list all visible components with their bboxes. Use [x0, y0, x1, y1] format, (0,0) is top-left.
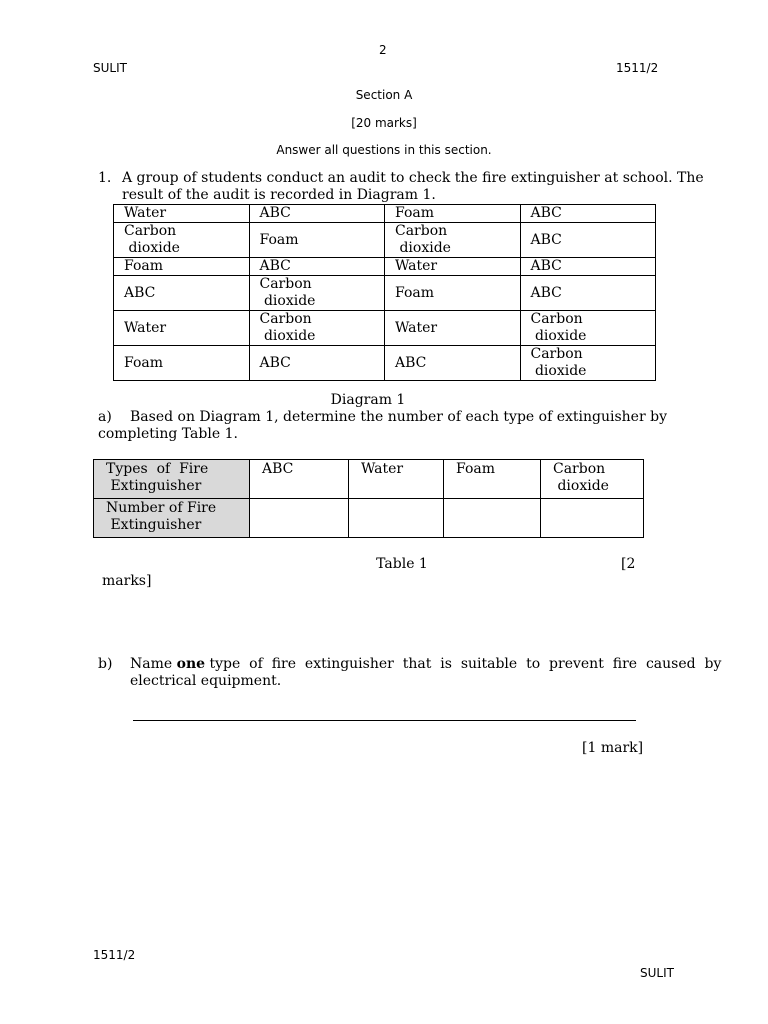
diagram-cell: ABC — [520, 205, 656, 223]
part-b-bold-word: one — [176, 656, 206, 672]
diagram-caption: Diagram 1 — [330, 392, 406, 408]
diagram-cell: Water — [114, 311, 250, 346]
diagram-row — [114, 276, 656, 311]
page-number: 2 — [379, 43, 387, 57]
diagram-cell: Foam — [114, 258, 250, 276]
answer-cell-water[interactable] — [349, 499, 444, 538]
answer-cell-abc[interactable] — [250, 499, 349, 538]
section-instruction: Answer all questions in this section. — [276, 143, 492, 157]
part-b-marks: [1 mark] — [582, 740, 644, 756]
diagram-cell: Carbon dioxide — [114, 223, 250, 258]
diagram-cell: Water — [385, 258, 521, 276]
question-text-line2: result of the audit is recorded in Diagram 1. — [122, 187, 436, 203]
diagram-cell: Carbon dioxide — [520, 311, 656, 346]
diagram-cell: ABC — [520, 276, 656, 311]
diagram-cell: Water — [114, 205, 250, 223]
diagram-cell: Carbon dioxide — [249, 311, 385, 346]
part-b-label: b) — [98, 656, 113, 672]
table-1-number-row — [94, 499, 644, 538]
diagram-row — [114, 223, 656, 258]
part-b-text-after: type of fire extinguisher that is suitable to prevent fire caused by — [205, 656, 722, 672]
section-title: Section A — [355, 88, 413, 102]
diagram-cell: Foam — [385, 276, 521, 311]
part-a-label: a) — [98, 409, 112, 425]
part-b-text-line2: electrical equipment. — [130, 673, 282, 689]
part-a-marks-close: marks] — [102, 573, 152, 589]
answer-line[interactable] — [133, 720, 636, 721]
part-a-marks-open: [2 — [621, 556, 636, 572]
part-a-text-line2: completing Table 1. — [98, 426, 238, 442]
diagram-cell: ABC — [249, 346, 385, 381]
diagram-cell: ABC — [520, 223, 656, 258]
footer-right-classification: SULIT — [640, 966, 674, 980]
diagram-cell: Carbon dioxide — [520, 346, 656, 381]
diagram-cell: Foam — [249, 223, 385, 258]
question-number: 1. — [98, 170, 112, 186]
answer-cell-foam[interactable] — [444, 499, 541, 538]
column-carbon-dioxide: Carbon dioxide — [541, 460, 644, 499]
part-a-text-line1: Based on Diagram 1, determine the number of each type of extinguisher by — [130, 409, 667, 425]
footer-left-code: 1511/2 — [93, 948, 136, 962]
diagram-cell: ABC — [520, 258, 656, 276]
diagram-cell: Carbon dioxide — [385, 223, 521, 258]
question-text-line1: A group of students conduct an audit to check the fire extinguisher at school. The — [122, 170, 704, 186]
diagram-1-table — [113, 204, 656, 381]
part-b-text-line1 — [130, 656, 721, 672]
diagram-cell: Water — [385, 311, 521, 346]
diagram-cell: ABC — [385, 346, 521, 381]
column-water: Water — [349, 460, 444, 499]
table-1 — [93, 459, 644, 538]
number-header-cell: Number of Fire Extinguisher — [94, 499, 250, 538]
diagram-cell: ABC — [249, 258, 385, 276]
column-abc: ABC — [250, 460, 349, 499]
diagram-cell: Carbon dioxide — [249, 276, 385, 311]
diagram-row — [114, 311, 656, 346]
header-left-classification: SULIT — [93, 61, 127, 75]
diagram-cell: ABC — [114, 276, 250, 311]
table-caption: Table 1 — [376, 556, 428, 572]
diagram-cell: Foam — [114, 346, 250, 381]
answer-cell-carbon-dioxide[interactable] — [541, 499, 644, 538]
diagram-row — [114, 258, 656, 276]
table-1-types-row — [94, 460, 644, 499]
section-marks: [20 marks] — [351, 116, 417, 130]
types-header-cell: Types of Fire Extinguisher — [94, 460, 250, 499]
diagram-cell: ABC — [249, 205, 385, 223]
header-right-code: 1511/2 — [616, 61, 659, 75]
diagram-row — [114, 346, 656, 381]
diagram-row — [114, 205, 656, 223]
part-b-text-before: Name — [130, 656, 177, 672]
diagram-cell: Foam — [385, 205, 521, 223]
column-foam: Foam — [444, 460, 541, 499]
